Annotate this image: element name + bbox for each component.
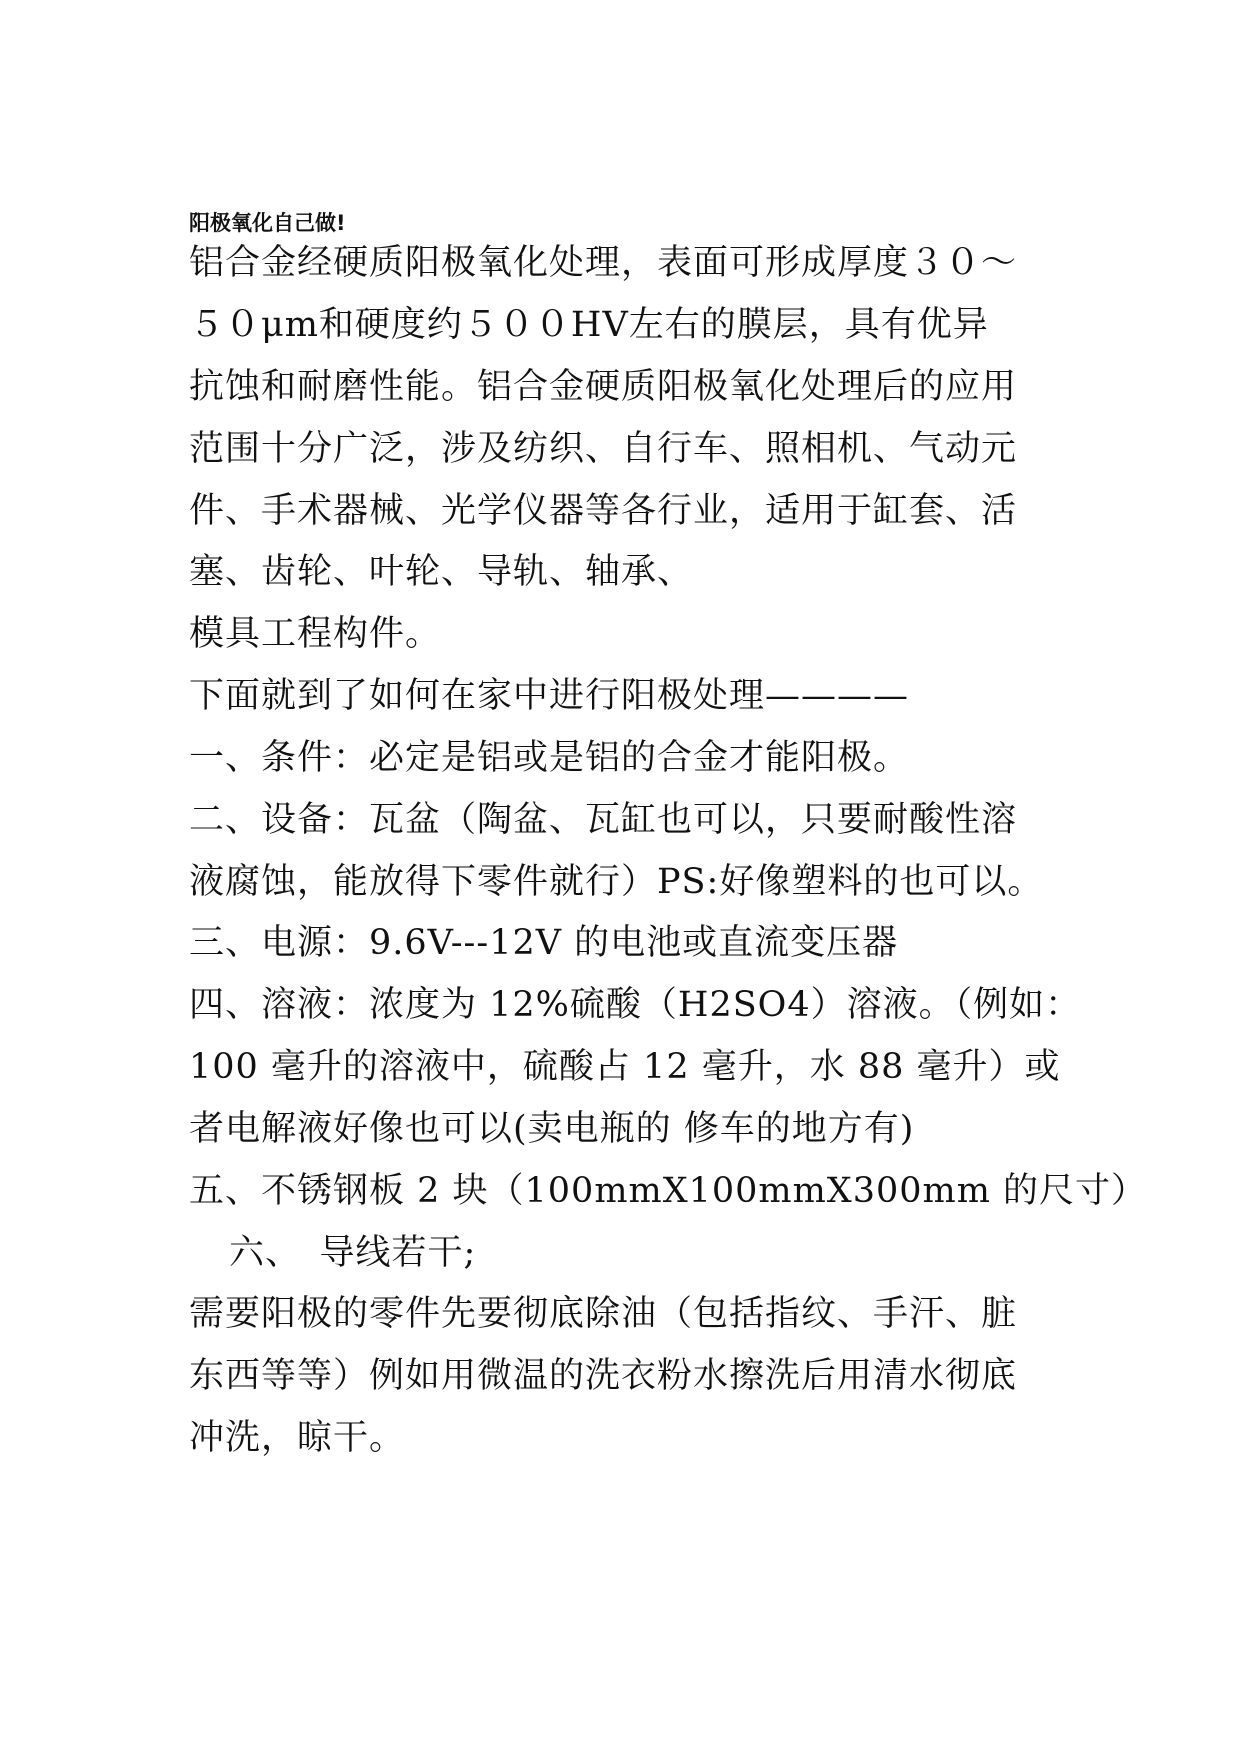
paragraph-line: 需要阳极的零件先要彻底除油（包括指纹、手汗、脏 bbox=[189, 1294, 1018, 1334]
paragraph-line: 东西等等）例如用微温的洗衣粉水擦洗后用清水彻底 bbox=[189, 1356, 1018, 1396]
paragraph-line: 下面就到了如何在家中进行阳极处理———— bbox=[189, 676, 910, 716]
list-item-steel-plates: 五、不锈钢板 2 块（100mmX100mmX300mm 的尺寸） bbox=[189, 1171, 1148, 1211]
paragraph-line: 模具工程构件。 bbox=[189, 614, 442, 654]
paragraph-line: 范围十分广泛，涉及纺织、自行车、照相机、气动元 bbox=[189, 429, 1018, 469]
list-item-equipment: 二、设备：瓦盆（陶盆、瓦缸也可以，只要耐酸性溶 bbox=[189, 800, 1018, 840]
paragraph-line: 塞、齿轮、叶轮、导轨、轴承、 bbox=[189, 552, 694, 592]
paragraph-line: 100 毫升的溶液中，硫酸占 12 毫升，水 88 毫升）或 bbox=[189, 1047, 1061, 1087]
paragraph-line: 者电解液好像也可以(卖电瓶的 修车的地方有) bbox=[189, 1109, 915, 1149]
list-item-solution: 四、溶液：浓度为 12%硫酸（H2SO4）溶液。（例如： bbox=[189, 985, 1082, 1025]
list-item-power: 三、电源：9.6V---12V 的电池或直流变压器 bbox=[189, 923, 899, 963]
list-item-conditions: 一、条件：必定是铝或是铝的合金才能阳极。 bbox=[189, 738, 910, 778]
paragraph-line: 抗蚀和耐磨性能。铝合金硬质阳极氧化处理后的应用 bbox=[189, 367, 1018, 407]
paragraph-line: ５０μm和硬度约５００HV左右的膜层，具有优异 bbox=[189, 305, 989, 345]
document-title: 阳极氧化自己做! bbox=[189, 211, 346, 235]
list-item-wires: 六、 导线若干; bbox=[229, 1233, 477, 1273]
paragraph-line: 铝合金经硬质阳极氧化处理，表面可形成厚度３０～ bbox=[189, 243, 1018, 283]
paragraph-line: 件、手术器械、光学仪器等各行业，适用于缸套、活 bbox=[189, 491, 1018, 531]
paragraph-line: 液腐蚀，能放得下零件就行）PS:好像塑料的也可以。 bbox=[189, 862, 1044, 902]
paragraph-line: 冲洗，晾干。 bbox=[189, 1418, 406, 1458]
